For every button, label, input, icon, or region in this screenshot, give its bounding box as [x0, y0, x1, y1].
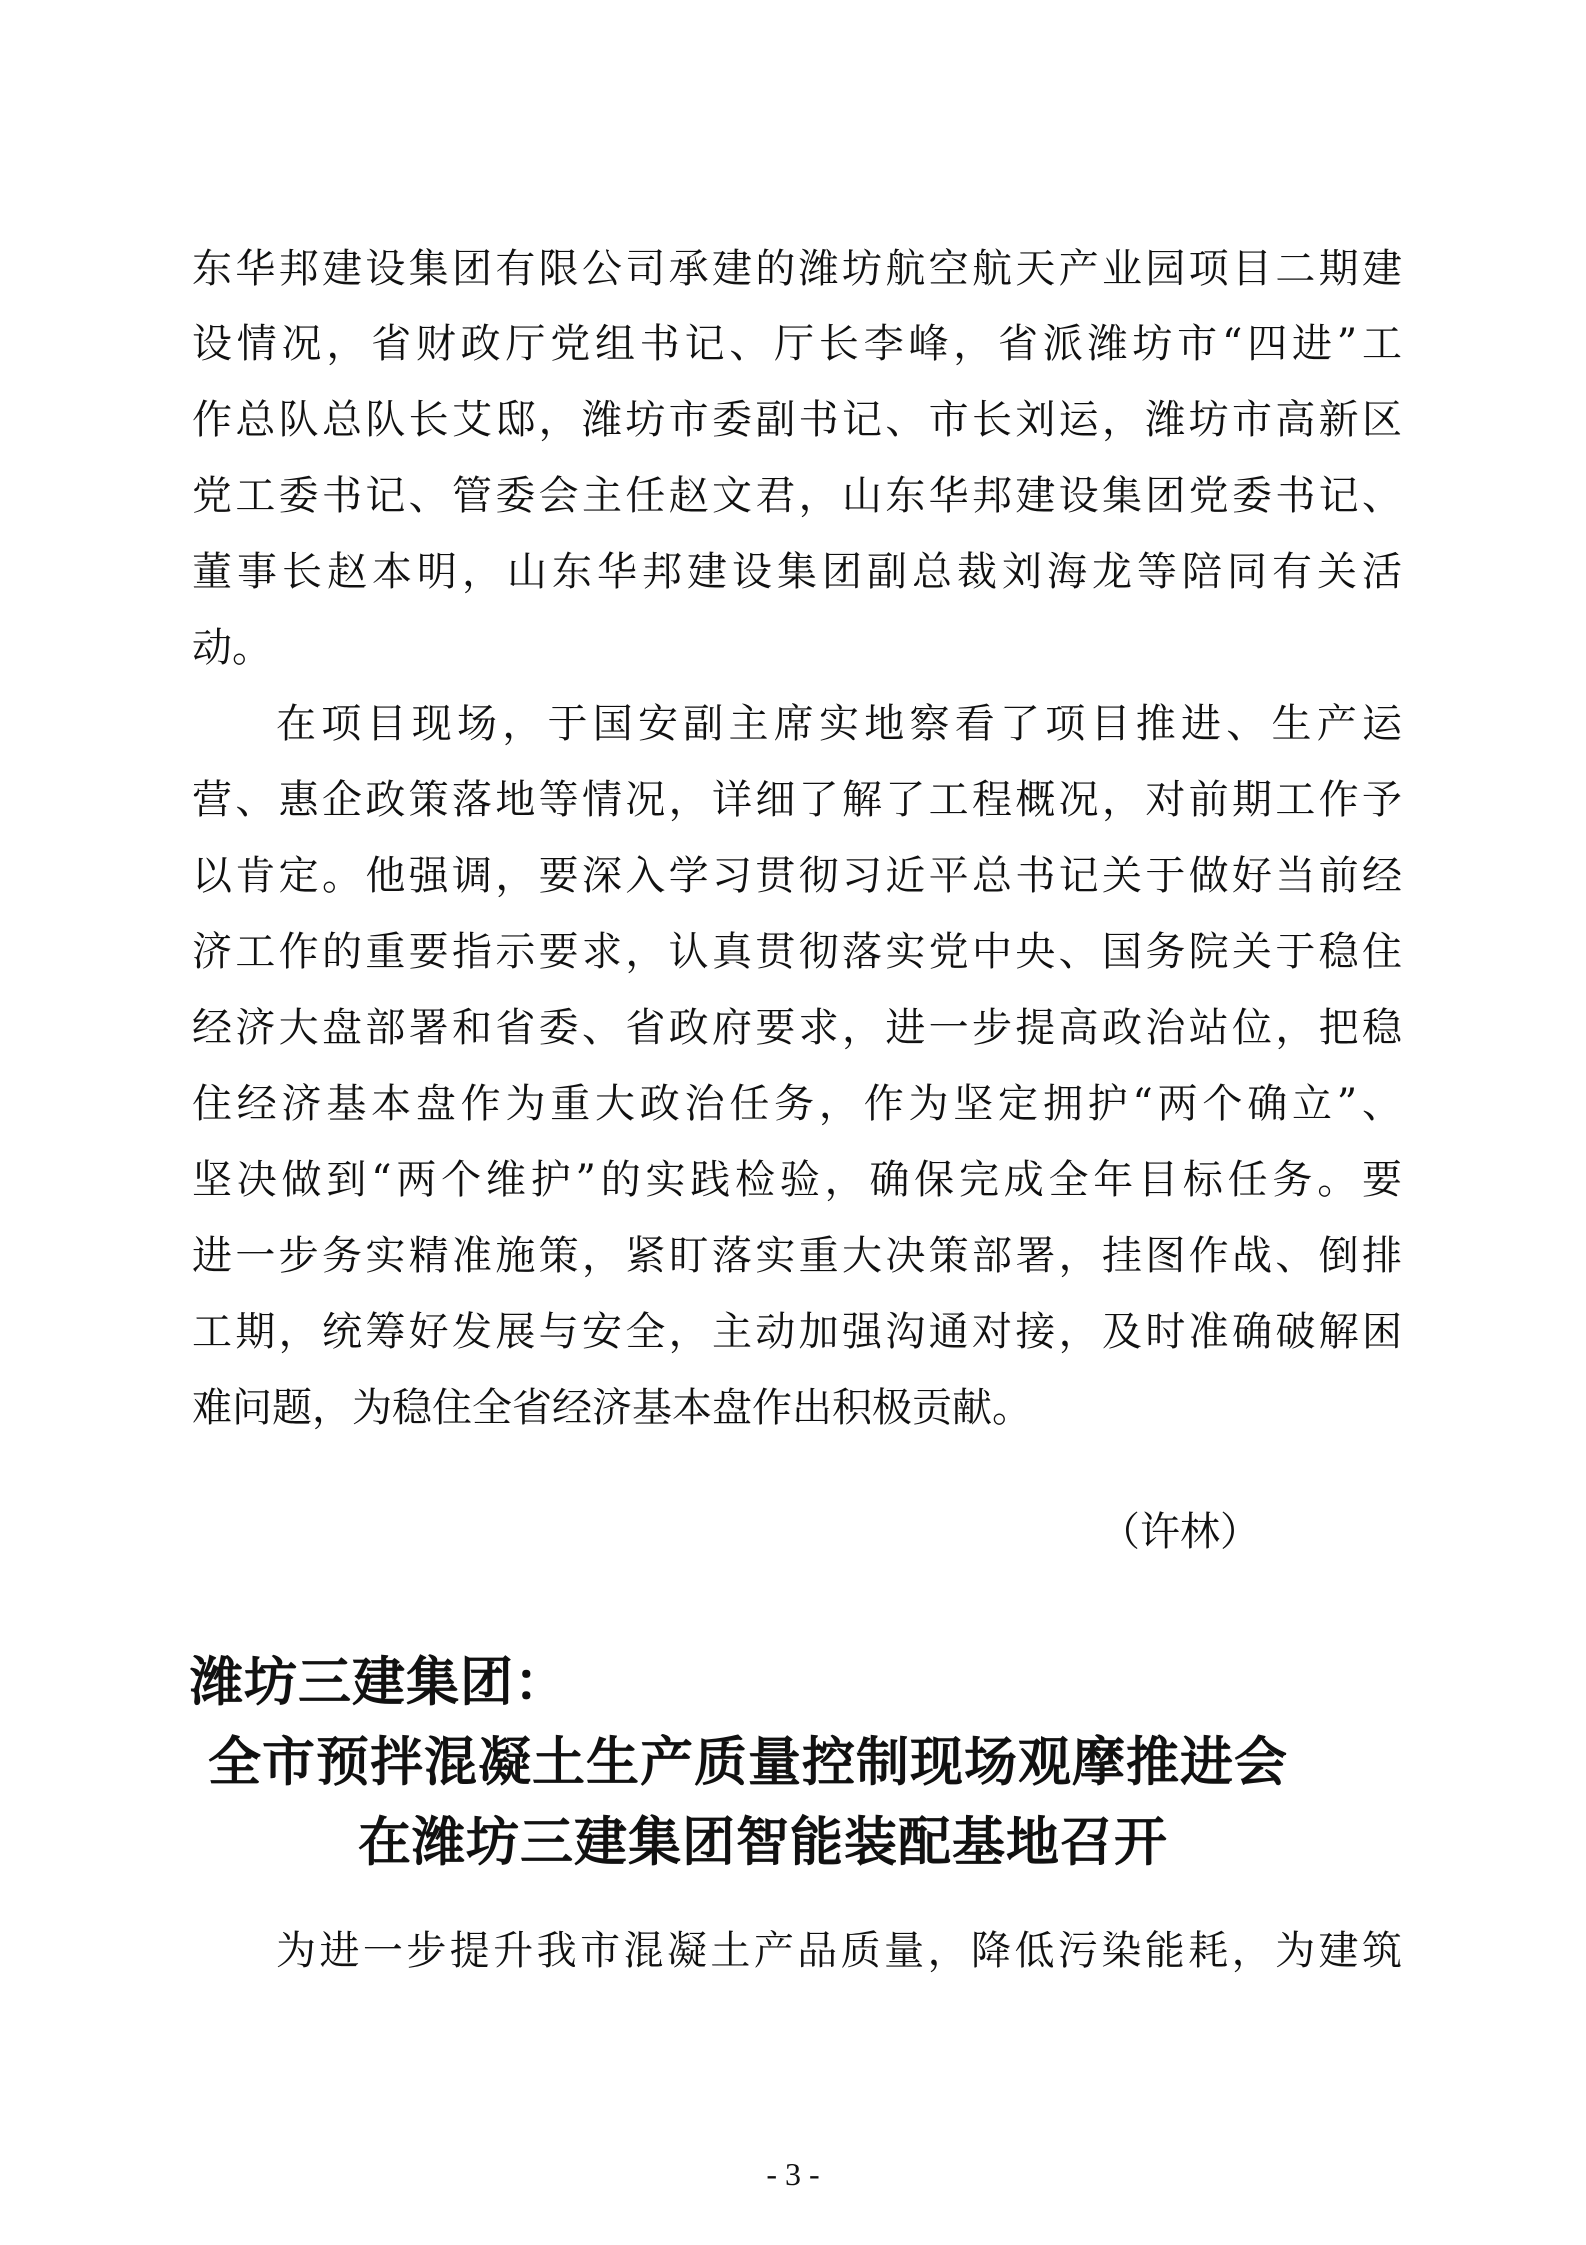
- text-line: 工期，统筹好发展与安全，主动加强沟通对接，及时准确破解困: [192, 1309, 1402, 1355]
- text-line: 东华邦建设集团有限公司承建的潍坊航空航天产业园项目二期建: [192, 246, 1402, 292]
- text-line: 进一步务实精准施策，紧盯落实重大决策部署，挂图作战、倒排: [192, 1233, 1402, 1279]
- heading-line: 全市预拌混凝土生产质量控制现场观摩推进会: [208, 1732, 1288, 1793]
- heading-line: 潍坊三建集团：: [190, 1652, 568, 1713]
- text-line: 在项目现场，于国安副主席实地察看了项目推进、生产运: [276, 701, 1402, 747]
- text-line: 党工委书记、管委会主任赵文君，山东华邦建设集团党委书记、: [192, 473, 1402, 519]
- text-line: 坚决做到“两个维护”的实践检验，确保完成全年目标任务。要: [192, 1157, 1402, 1203]
- text-line: 董事长赵本明，山东华邦建设集团副总裁刘海龙等陪同有关活: [192, 549, 1402, 595]
- author-byline: （许林）: [1100, 1509, 1260, 1555]
- text-line: 作总队总队长艾邸，潍坊市委副书记、市长刘运，潍坊市高新区: [192, 397, 1402, 443]
- text-line: 难问题，为稳住全省经济基本盘作出积极贡献。: [192, 1385, 1032, 1431]
- heading-line: 在潍坊三建集团智能装配基地召开: [358, 1812, 1168, 1873]
- page-number: - 3 -: [766, 2156, 820, 2192]
- text-line: 以肯定。他强调，要深入学习贯彻习近平总书记关于做好当前经: [192, 853, 1402, 899]
- text-line: 动。: [192, 625, 272, 671]
- text-line: 营、惠企政策落地等情况，详细了解了工程概况，对前期工作予: [192, 777, 1402, 823]
- text-line: 为进一步提升我市混凝土产品质量，降低污染能耗，为建筑: [276, 1928, 1402, 1974]
- text-line: 住经济基本盘作为重大政治任务，作为坚定拥护“两个确立”、: [192, 1081, 1402, 1127]
- text-line: 设情况，省财政厅党组书记、厅长李峰，省派潍坊市“四进”工: [192, 321, 1402, 367]
- text-line: 经济大盘部署和省委、省政府要求，进一步提高政治站位，把稳: [192, 1005, 1402, 1051]
- text-line: 济工作的重要指示要求，认真贯彻落实党中央、国务院关于稳住: [192, 929, 1402, 975]
